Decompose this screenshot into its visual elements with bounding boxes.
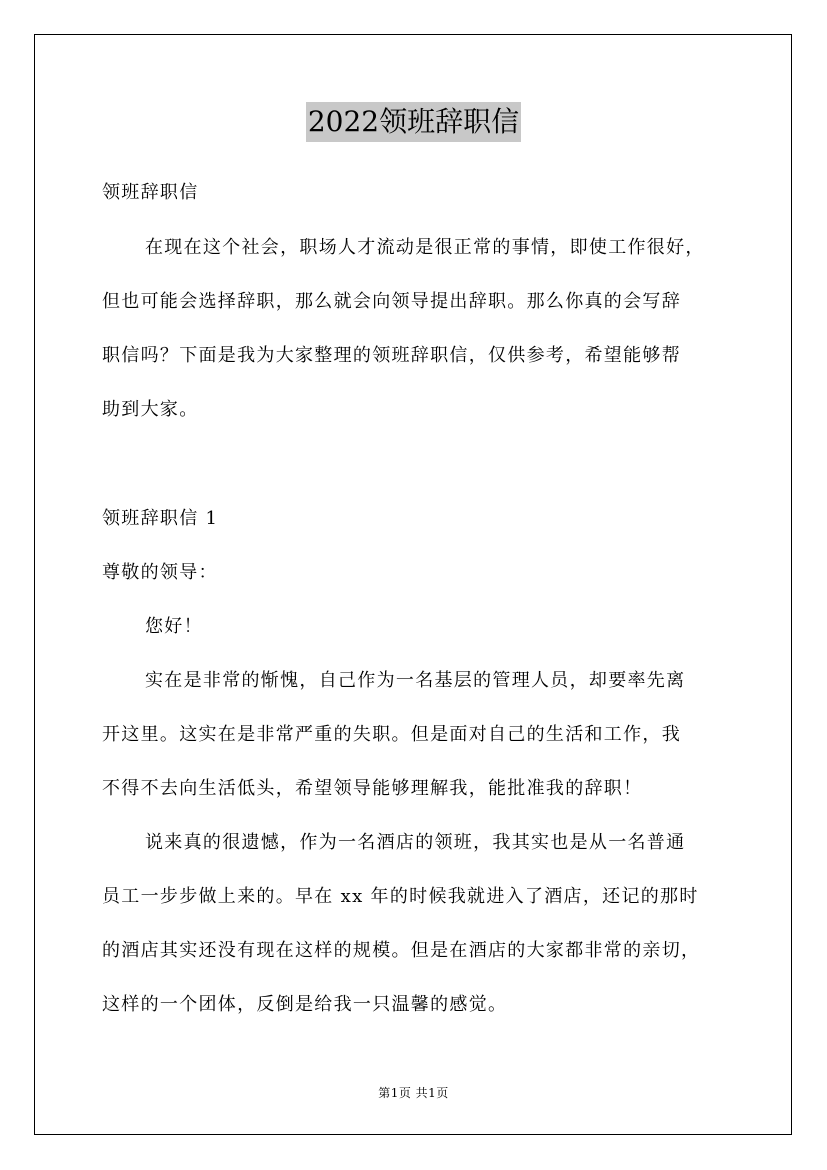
paragraph2-line-3: 的酒店其实还没有现在这样的规模。但是在酒店的大家都非常的亲切， bbox=[102, 940, 701, 961]
letter-heading: 领班辞职信 1 bbox=[102, 508, 219, 529]
paragraph1-line-2: 开这里。这实在是非常严重的失职。但是面对自己的生活和工作，我 bbox=[102, 724, 681, 745]
paragraph1-line-1: 实在是非常的惭愧，自己作为一名基层的管理人员，却要率先离 bbox=[145, 670, 686, 691]
title-text: 2022领班辞职信 bbox=[306, 102, 521, 142]
intro-line-4: 助到大家。 bbox=[102, 399, 199, 420]
greeting: 您好！ bbox=[145, 616, 203, 637]
paragraph1-line-3: 不得不去向生活低头，希望领导能够理解我，能批准我的辞职！ bbox=[102, 778, 643, 799]
intro-line-3: 职信吗？下面是我为大家整理的领班辞职信，仅供参考，希望能够帮 bbox=[102, 345, 681, 366]
salutation: 尊敬的领导： bbox=[102, 562, 218, 583]
intro-line-1: 在现在这个社会，职场人才流动是很正常的事情，即使工作很好， bbox=[145, 237, 705, 258]
paragraph2-line-2: 员工一步步做上来的。早在 xx 年的时候我就进入了酒店，还记的那时 bbox=[102, 886, 699, 907]
document-title bbox=[0, 102, 827, 146]
paragraph2-line-4: 这样的一个团体，反倒是给我一只温馨的感觉。 bbox=[102, 994, 508, 1015]
paragraph2-line-1: 说来真的很遗憾，作为一名酒店的领班，我其实也是从一名普通 bbox=[145, 832, 686, 853]
subtitle: 领班辞职信 bbox=[102, 182, 199, 203]
intro-line-2: 但也可能会选择辞职，那么就会向领导提出辞职。那么你真的会写辞 bbox=[102, 291, 681, 312]
page-number-footer: 第1页 共1页 bbox=[378, 1086, 449, 1100]
